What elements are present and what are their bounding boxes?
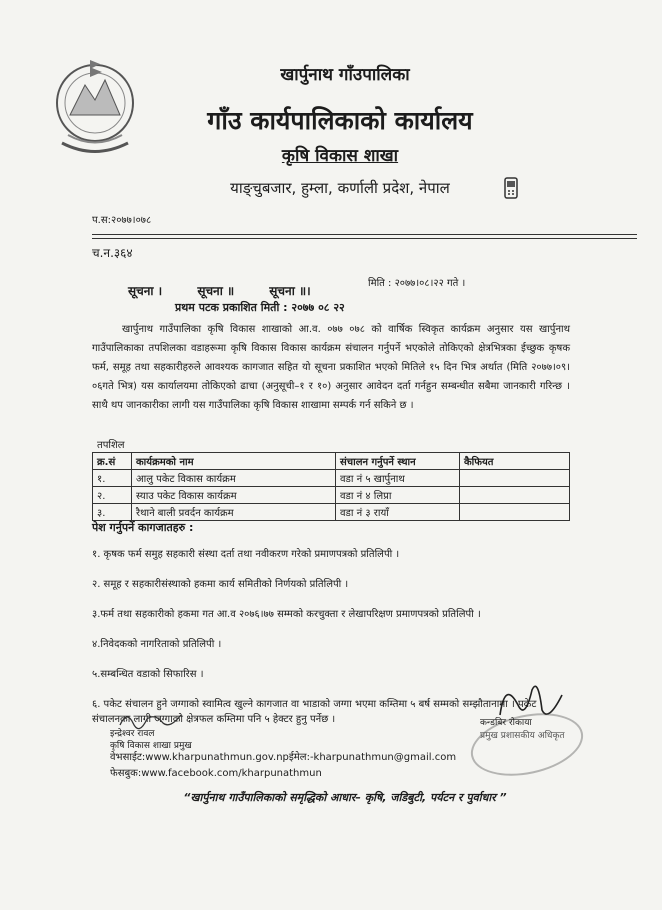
program-table bbox=[92, 452, 570, 521]
office-address: याङ्चुबजार, हुम्ला, कर्णाली प्रदेश, नेपाल bbox=[230, 179, 450, 197]
table-row bbox=[93, 504, 570, 521]
section-name: कृषि विकास शाखा bbox=[281, 146, 399, 166]
notice-label-1: सूचना । bbox=[128, 284, 163, 298]
dispatch-number: च.न.३६४ bbox=[92, 246, 133, 260]
footer-slogan: “खार्पुनाथ गाउँपालिकाको समृद्धिको आधार– कृषि, जडिबुटी, पर्यटन र पुर्वाधार ” bbox=[183, 791, 507, 804]
cell-program: स्याउ पकेट विकास कार्यक्रम bbox=[132, 487, 336, 504]
header-program: कार्यक्रमको नाम bbox=[132, 453, 336, 470]
cell-serial: २. bbox=[93, 487, 132, 504]
government-emblem-icon bbox=[50, 55, 140, 160]
table-row bbox=[93, 487, 570, 504]
documents-title: पेश गर्नुपर्ने कागजातहरु : bbox=[92, 521, 194, 534]
right-signatory-name: कन्डबिर रोकाया bbox=[480, 718, 532, 728]
cell-location: वडा नं ३ रायाँ bbox=[336, 504, 460, 521]
header-serial: क्र.सं bbox=[93, 453, 132, 470]
table-row bbox=[93, 470, 570, 487]
notice-body: खार्पुनाथ गाउँपालिका कृषि विकास शाखाको आ.व. ०७७ ०७८ को वार्षिक स्विकृत कार्यक्रम अनुसार यस खार्पुनाथ गाउँपालिकाका तपशिलका वडाहरूमा कृषि विकास विकास कार्यक्रम संचालन गर्नुपर्ने भएकोले तोकिएको क्षेत्रभित्रका ईच्छुक कृषक फर्म, समूह तथा सहकारीहरुले आवश्यक कागजात सहित यो सूचना प्रकाशित भएको मितिले १५ दिन भित्र अर्थात (मिति २०७७।०९।०६गते भित्र) यस कार्यालयमा तोकिएको ढाचा (अनुसूची–१ र १०) अनुसार आवेदन दर्ता गर्नहुन सम्बन्धीत सबैमा जानकारी गरिन्छ । साथै थप जानकारीका लागी यस गाउँपालिका कृषि विकास शाखामा सम्पर्क गर्न सकिने छ । bbox=[92, 324, 570, 411]
document-item: ६. पकेट संचालन हुने जग्गाको स्वामित्व खुल्ने कागजात वा भाडाको जग्गा भएमा कम्तिमा ५ बर्ष सम्मको सम्झौतानामा । पकेट संचालनका लागी जग्गाको क्षेत्रफल कम्तिमा पनि ५ हेक्टर हुनु पर्नेछ । bbox=[92, 699, 537, 725]
office-name: गाँउ कार्यपालिकाको कार्यालय bbox=[207, 106, 473, 135]
footer-facebook: फेसबुक:www.facebook.com/kharpunathmun bbox=[110, 768, 322, 779]
header-location: संचालन गर्नुपर्ने स्थान bbox=[336, 453, 460, 470]
header-divider-thin bbox=[92, 238, 637, 239]
left-signatory-name: इन्द्रेश्वर रावल bbox=[110, 729, 155, 739]
left-signatory-role: कृषि विकास शाखा प्रमुख bbox=[110, 741, 192, 751]
cell-remarks bbox=[460, 470, 570, 487]
right-signatory-role: प्रमुख प्रशासकीय अधिकृत bbox=[480, 731, 565, 741]
cell-location: वडा नं ५ खार्पुनाथ bbox=[336, 470, 460, 487]
table-header-row bbox=[93, 453, 570, 470]
footer-website: वेभसाईट:www.kharpunathmun.gov.npईमेल:-kharpunathmun@gmail.com bbox=[110, 752, 457, 763]
document-item: २. समूह र सहकारीसंस्थाको हकमा कार्य समितीको निर्णयको प्रतिलिपी । bbox=[92, 579, 349, 590]
document-item: ४.निवेदकको नागरिताको प्रतिलिपी । bbox=[92, 639, 222, 650]
letter-number: प.स:२०७७।०७८ bbox=[92, 215, 152, 226]
notice-labels bbox=[128, 280, 341, 299]
document-item: १. कृषक फर्म समुह सहकारी संस्था दर्ता तथा नवीकरण गरेको प्रमाणपत्रको प्रतिलिपी । bbox=[92, 549, 400, 560]
cell-serial: ३. bbox=[93, 504, 132, 521]
cell-location: वडा नं ४ लिप्रा bbox=[336, 487, 460, 504]
cell-serial: १. bbox=[93, 470, 132, 487]
cell-program: आलु पकेट विकास कार्यक्रम bbox=[132, 470, 336, 487]
notice-label-3: सूचना ॥। bbox=[269, 284, 311, 298]
cell-program: रैथाने बाली प्रवर्दन कार्यक्रम bbox=[132, 504, 336, 521]
cell-remarks bbox=[460, 504, 570, 521]
document-item: ३.फर्म तथा सहकारीको हकमा गत आ.व २०७६।७७ सम्मको करचुक्ता र लेखापरिक्षण प्रमाणपत्रको प्रतिलिपी । bbox=[92, 609, 481, 620]
municipality-name: खार्पुनाथ गाँउपालिका bbox=[280, 65, 410, 85]
cell-remarks bbox=[460, 487, 570, 504]
first-published-date: प्रथम पटक प्रकाशित मिती : २०७७ ०८ २२ bbox=[175, 301, 345, 314]
notice-date: मिति : २०७७।०८।२२ गते । bbox=[368, 278, 466, 289]
notice-label-2: सूचना ॥ bbox=[197, 284, 235, 298]
table-caption: तपशिल bbox=[97, 440, 125, 451]
mobile-phone-icon bbox=[503, 177, 519, 199]
header-divider bbox=[92, 234, 637, 235]
footer-contacts bbox=[110, 750, 456, 782]
document-item: ५.सम्बन्धित वडाको सिफारिस । bbox=[92, 669, 204, 680]
header-remarks: कैफियत bbox=[460, 453, 570, 470]
